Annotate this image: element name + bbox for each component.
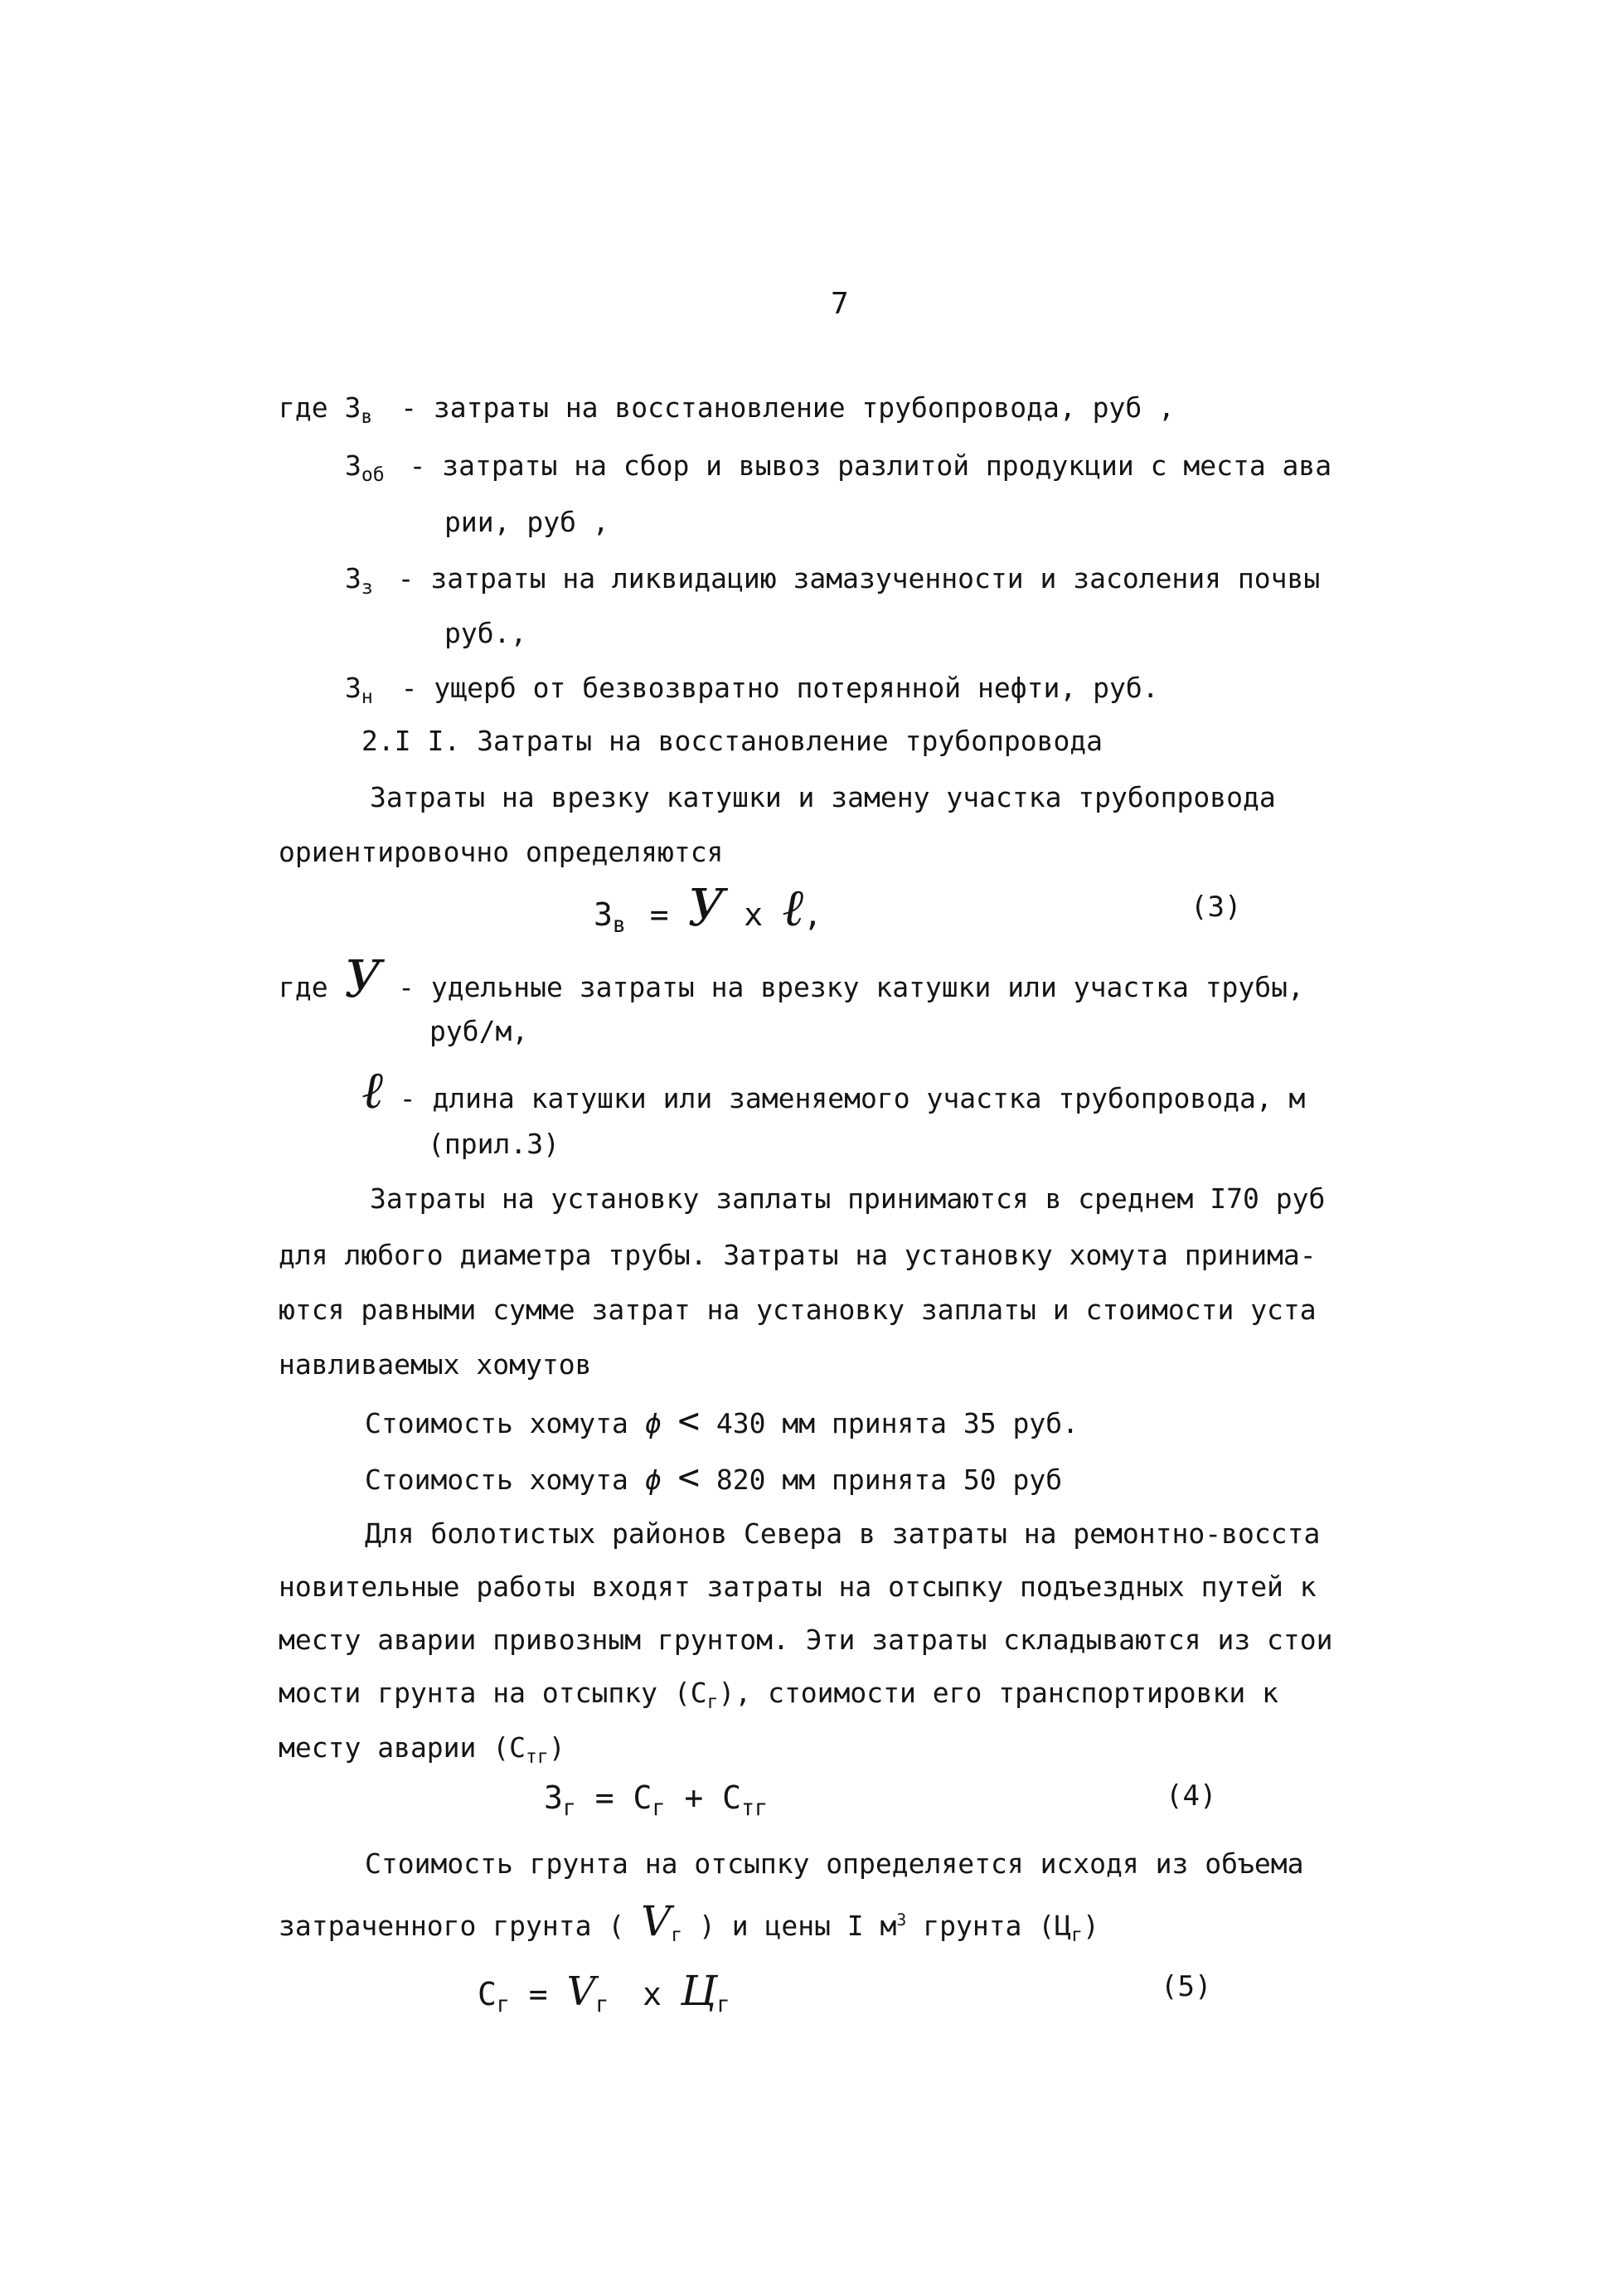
handwritten-v: V (641, 1897, 672, 1945)
paragraph-line: Затраты на установку заплаты принимаются в среднем I70 руб (370, 1182, 1326, 1215)
text-line: (прил.3) (428, 1128, 560, 1160)
definition-text: - удельные затраты на врезку катушки или участка трубы, (398, 971, 1304, 1003)
definition-text: - затраты на сбор и вывоз разлитой продукции с места ава (409, 449, 1332, 482)
where-word: где (279, 391, 328, 424)
clamp-cost-line: Стоимость хомута ϕ < 820 мм принята 50 руб (365, 1456, 1063, 1498)
formula-5: $С_г = V_г$ x $Ц_г$ (478, 1967, 730, 2017)
paragraph-line: Стоимость грунта на отсыпку определяется исходя из объема (365, 1847, 1304, 1880)
definition-text: - затраты на ликвидацию замазученности и засоления почвы (397, 562, 1321, 595)
clamp-cost-line: Стоимость хомута ϕ < 430 мм принята 35 руб. (365, 1400, 1079, 1442)
symbol: $З_з$ (345, 562, 373, 599)
paragraph-line: новительные работы входят затраты на отсыпку подъездных путей к (279, 1570, 1317, 1603)
paragraph-line: ются равными сумме затрат на установку заплаты и стоимости уста (279, 1294, 1317, 1326)
paragraph-line: затраченного грунта ( $V_г$ ) и цены I $м^3$ грунта $(Ц_г)$ (279, 1897, 1099, 1946)
handwritten-l: ℓ (361, 1060, 383, 1120)
paragraph-line: навливаемых хомутов (279, 1348, 592, 1381)
equation-number: (5) (1161, 1970, 1212, 2003)
page-number: 7 (831, 287, 849, 321)
text-line: рии, руб , (444, 506, 609, 538)
paragraph-line: мости грунта на отсыпку $(С_г)$, стоимости его транспортировки к (279, 1677, 1278, 1713)
where-word: где (279, 971, 328, 1003)
paragraph-line: Для болотистых районов Севера в затраты на ремонтно-восста (365, 1517, 1321, 1550)
symbol: $З_н$ (345, 672, 373, 708)
symbol: $З_в$ (344, 391, 373, 428)
paragraph-line: месту аварии $(С_{тг})$ (279, 1731, 565, 1768)
paragraph-line: для любого диаметра трубы. Затраты на установку хомута принима- (279, 1239, 1317, 1271)
handwritten-y: У (687, 877, 725, 938)
definition-text: - затраты на восстановление трубопровода, руб , (400, 391, 1175, 424)
handwritten-v: V (566, 1968, 596, 2015)
definition-line (345, 670, 1159, 706)
handwritten-c: Ц (680, 1967, 717, 2015)
definition-line (345, 561, 1320, 597)
formula-3: $З_в = У$ x ℓ, (594, 877, 822, 938)
text-line: руб., (444, 617, 527, 649)
text-line: руб/м, (429, 1015, 529, 1047)
definition-line (361, 1060, 1306, 1120)
equation-number: (4) (1166, 1779, 1217, 1813)
handwritten-l: ℓ (782, 877, 803, 938)
section-heading: 2.I I. Затраты на восстановление трубопровода (361, 725, 1103, 757)
definition-text: - ущерб от безвозвратно потерянной нефти, руб. (400, 672, 1159, 704)
equation-number: (3) (1191, 891, 1242, 924)
paragraph-line: месту аварии привозным грунтом. Эти затраты складываются из стои (279, 1624, 1333, 1656)
definition-text: - длина катушки или заменяемого участка трубопровода, м (399, 1082, 1306, 1114)
paragraph-line: ориентировочно определяются (279, 836, 724, 868)
definition-line (345, 448, 1331, 484)
definition-line (279, 949, 1304, 1009)
paragraph-line: Затраты на врезку катушки и замену участка трубопровода (370, 781, 1276, 813)
symbol: $З_{об}$ (345, 449, 385, 486)
definition-line (279, 390, 1175, 426)
handwritten-y: У (344, 949, 382, 1009)
formula-4: $З_г = С_г + С_{тг}$ (544, 1779, 769, 1821)
